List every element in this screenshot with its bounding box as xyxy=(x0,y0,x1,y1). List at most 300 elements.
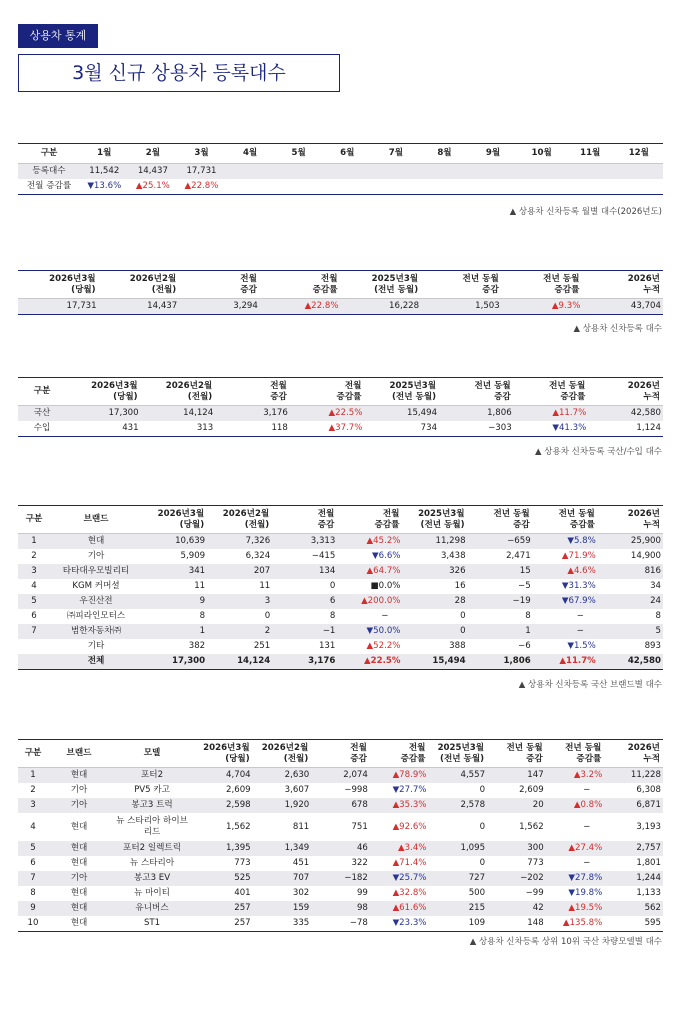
rate-cell: ▲71.4% xyxy=(392,858,427,868)
value-cell: 5,909 xyxy=(180,551,206,561)
domestic-import-table xyxy=(18,377,663,437)
value-cell: 8 xyxy=(199,611,206,621)
label-cell: 국산 xyxy=(18,406,66,422)
label-cell: 3 xyxy=(18,564,50,579)
table-row xyxy=(18,594,663,609)
value-cell: 17,731 xyxy=(18,299,99,315)
value-cell: 2,757 xyxy=(604,841,663,856)
header-line: 2026년3월 xyxy=(203,742,250,753)
header-line: 증감 xyxy=(317,519,335,530)
value-cell xyxy=(615,164,664,180)
column-header: 모델 xyxy=(143,748,161,758)
value-cell: 1,801 xyxy=(636,858,661,868)
column-header xyxy=(215,378,290,406)
value-cell: −99 xyxy=(525,888,544,898)
header-line: 증감 xyxy=(240,284,257,295)
label-cell: 수입 xyxy=(33,423,51,433)
rate-cell: ▼1.5% xyxy=(567,641,596,651)
header-line: 증감 xyxy=(270,391,287,402)
value-cell: 17,731 xyxy=(177,164,226,180)
header-line: 2026년3월 xyxy=(49,273,96,284)
column-header xyxy=(99,271,180,299)
rate-cell: ▲35.3% xyxy=(370,798,429,813)
header-line: 증감률 xyxy=(400,753,426,764)
value-cell: 15,494 xyxy=(364,406,439,422)
rate-cell xyxy=(323,179,372,195)
value-cell: 1,395 xyxy=(194,841,253,856)
value-cell: 525 xyxy=(194,871,253,886)
value-cell: 1,806 xyxy=(439,406,514,422)
header-line: 2026년2월 xyxy=(165,380,213,391)
row-label: 전월 증감률 xyxy=(26,181,72,191)
label-cell: 1 xyxy=(18,768,48,784)
rate-cell: ▲78.9% xyxy=(370,768,429,784)
value-cell: 11,298 xyxy=(402,534,467,550)
value-cell: 11 xyxy=(194,581,206,591)
label-cell: 현대 xyxy=(48,841,110,856)
label-cell: 포터2 일렉트릭 xyxy=(110,841,194,856)
value-cell: 562 xyxy=(604,901,663,916)
table-row xyxy=(18,549,663,564)
header-month: 5월 xyxy=(291,148,306,158)
header-line: 누적 xyxy=(643,284,660,295)
value-cell: 2,630 xyxy=(253,768,312,784)
rate-cell: ▲0.8% xyxy=(546,798,605,813)
table-row xyxy=(18,798,663,813)
header-line: 2025년3월 xyxy=(371,273,419,284)
header-line: 증감률 xyxy=(569,519,595,530)
value-cell: 893 xyxy=(644,641,661,651)
value-cell: 98 xyxy=(311,901,370,916)
value-cell: 207 xyxy=(207,564,272,579)
header-line: (당월) xyxy=(225,753,250,764)
label-cell: 뉴 스타리아 하이브리드 xyxy=(116,816,188,837)
column-header xyxy=(439,378,514,406)
header-line: 전년 동월 xyxy=(558,508,595,519)
label-cell: 현대 xyxy=(48,901,110,916)
value-cell xyxy=(420,164,469,180)
header-line: (전년 동월) xyxy=(440,753,485,764)
value-cell: 2,074 xyxy=(311,768,370,784)
value-cell: 7,326 xyxy=(207,534,272,550)
value-cell: −5 xyxy=(518,581,531,591)
rate-cell: ▲22.8% xyxy=(260,299,341,315)
value-cell: 751 xyxy=(351,821,368,832)
value-cell: 118 xyxy=(271,423,288,433)
label-cell xyxy=(18,639,50,654)
value-cell: 388 xyxy=(449,641,466,651)
value-cell: 0 xyxy=(479,785,486,795)
header-line: (전년 동월) xyxy=(392,391,437,402)
rate-cell: ▲22.5% xyxy=(337,654,402,670)
rate-cell: ▼25.7% xyxy=(370,871,429,886)
rate-cell: ▼27.8% xyxy=(546,871,605,886)
rate-cell: ▲11.7% xyxy=(533,654,598,670)
header-line: 전년 동월 xyxy=(506,742,543,753)
rate-cell: ▲45.2% xyxy=(337,534,402,550)
value-cell: 17,300 xyxy=(142,654,207,670)
label-cell: 7 xyxy=(18,871,48,886)
value-cell: 6,871 xyxy=(604,798,663,813)
value-cell: 3,193 xyxy=(636,821,661,832)
value-cell: 302 xyxy=(292,888,310,898)
header-line: 전월 xyxy=(382,508,400,519)
header-line: 2025년3월 xyxy=(389,380,437,391)
value-cell: 2,609 xyxy=(519,785,544,795)
table-row xyxy=(18,916,663,932)
column-header xyxy=(582,271,663,299)
table-row xyxy=(18,179,663,195)
rate-cell xyxy=(420,179,469,195)
label-cell: 6 xyxy=(30,858,36,868)
header-line: 2026년2월 xyxy=(222,508,270,519)
value-cell: 8 xyxy=(655,611,661,621)
value-cell: 811 xyxy=(292,821,310,832)
value-cell: 6,308 xyxy=(636,785,661,795)
value-cell: 148 xyxy=(527,918,544,928)
table-row xyxy=(18,783,663,798)
value-cell: 42,580 xyxy=(588,406,663,422)
value-cell: 147 xyxy=(487,768,546,784)
header-line: 누적 xyxy=(643,391,660,402)
table-row xyxy=(18,421,663,437)
value-cell: 773 xyxy=(527,858,544,868)
value-cell: 1 xyxy=(142,624,207,639)
rate-cell: ▼19.8% xyxy=(568,888,603,898)
value-cell: 16,228 xyxy=(341,299,422,315)
value-cell: 0 xyxy=(460,611,466,621)
value-cell: 0 xyxy=(479,821,486,832)
total-table-note: ▲ 상용차 신차등록 대수 xyxy=(573,324,662,334)
rate-cell: ▲135.8% xyxy=(562,918,603,928)
value-cell: 11,228 xyxy=(604,768,663,784)
column-header xyxy=(598,506,663,534)
value-cell: 1,349 xyxy=(253,841,312,856)
header-line: 전월 xyxy=(344,380,362,391)
value-cell: 46 xyxy=(311,841,370,856)
column-header xyxy=(428,740,487,768)
label-cell: 우진산전 xyxy=(50,594,142,609)
value-cell: 1,562 xyxy=(226,821,251,832)
value-cell xyxy=(469,164,518,180)
value-cell: 707 xyxy=(253,871,312,886)
top10-model-table xyxy=(18,739,663,932)
column-header xyxy=(487,740,546,768)
label-cell: 타타대우모빌리티 xyxy=(50,564,142,579)
value-cell: 8 xyxy=(525,611,531,621)
value-cell: 1 xyxy=(468,624,533,639)
rate-cell xyxy=(274,179,323,195)
column-header xyxy=(364,378,439,406)
header-line: (전월) xyxy=(283,753,309,764)
label-cell: 5 xyxy=(18,841,48,856)
label-cell: 기타 xyxy=(87,641,105,651)
header-line: 전년 동월 xyxy=(474,380,511,391)
column-header xyxy=(546,740,605,768)
monthly-registration-table xyxy=(18,143,663,195)
column-header xyxy=(290,378,365,406)
label-cell: 6 xyxy=(31,611,37,621)
label-cell: 4 xyxy=(30,821,36,832)
header-line: 증감률 xyxy=(560,391,586,402)
table-row xyxy=(18,768,663,784)
column-header xyxy=(141,378,216,406)
table-row xyxy=(18,639,663,654)
value-cell: 3 xyxy=(207,594,272,609)
header-line: (전월) xyxy=(151,284,177,295)
rate-cell: − xyxy=(583,858,591,868)
column-header xyxy=(253,740,312,768)
table-row xyxy=(18,654,663,670)
header-month: 1월 xyxy=(97,148,112,158)
value-cell: 3,176 xyxy=(215,406,290,422)
table-row xyxy=(18,901,663,916)
label-cell: 현대 xyxy=(48,768,110,784)
label-cell: 10 xyxy=(27,918,39,928)
header-month: 4월 xyxy=(242,148,258,158)
value-cell: 4,557 xyxy=(428,768,487,784)
label-cell: 현대 xyxy=(70,918,88,928)
label-cell: KGM 커머셜 xyxy=(72,581,120,591)
value-cell: 0 xyxy=(479,858,486,868)
header-line: 증감률 xyxy=(576,753,602,764)
value-cell: −303 xyxy=(488,423,512,433)
table-row xyxy=(18,164,663,180)
value-cell: 816 xyxy=(598,564,663,579)
column-header: 구분 xyxy=(25,514,43,524)
value-cell: 14,124 xyxy=(141,406,216,422)
header-line: 증감률 xyxy=(336,391,362,402)
value-cell: 382 xyxy=(188,641,206,651)
value-cell: 14,437 xyxy=(99,299,180,315)
table-row xyxy=(18,406,663,422)
column-header xyxy=(194,740,253,768)
rate-cell: ▼5.8% xyxy=(533,534,598,550)
header-line: (전년 동월) xyxy=(374,284,419,295)
header-month: 9월 xyxy=(485,148,501,158)
value-cell: 10,639 xyxy=(142,534,207,550)
table-row xyxy=(18,609,663,624)
value-cell: −415 xyxy=(311,551,336,561)
value-cell: 24 xyxy=(598,594,663,609)
value-cell: 2,609 xyxy=(226,785,251,795)
value-cell: 14,900 xyxy=(630,551,661,561)
table-row xyxy=(18,841,663,856)
column-header: 브랜드 xyxy=(83,514,109,524)
rate-cell: ▲71.9% xyxy=(561,551,596,561)
column-header xyxy=(514,378,589,406)
label-cell: ST1 xyxy=(143,918,161,928)
column-header xyxy=(402,506,467,534)
column-header xyxy=(604,740,663,768)
header-line: 2026년2월 xyxy=(129,273,177,284)
header-line: 2026년 xyxy=(627,742,660,753)
rate-cell: ▲27.4% xyxy=(546,841,605,856)
value-cell xyxy=(517,164,566,180)
rate-cell: ▼27.7% xyxy=(392,785,427,795)
label-cell: 9 xyxy=(18,901,48,916)
header-month: 6월 xyxy=(340,148,355,158)
column-header xyxy=(66,378,141,406)
rate-cell: ▲11.7% xyxy=(514,406,589,422)
total-registration-table xyxy=(18,270,663,315)
value-cell: 11,542 xyxy=(80,164,129,180)
value-cell: 42,580 xyxy=(598,654,663,670)
rate-cell: ▼23.3% xyxy=(392,918,427,928)
value-cell: 595 xyxy=(644,918,661,928)
value-cell: −202 xyxy=(487,871,546,886)
value-cell xyxy=(566,164,615,180)
table-row xyxy=(18,856,663,871)
rate-cell xyxy=(566,179,615,195)
value-cell: −182 xyxy=(311,871,370,886)
rate-cell: ▼67.9% xyxy=(533,594,598,609)
header-month: 10월 xyxy=(531,148,552,158)
label-cell: 봉고3 트럭 xyxy=(110,798,194,813)
label-cell: 기아 xyxy=(48,798,110,813)
header-line: 전월 xyxy=(408,742,426,753)
header-line: 2026년3월 xyxy=(91,380,138,391)
header-line: (당월) xyxy=(179,519,205,530)
value-cell: 109 xyxy=(468,918,486,928)
header-line: (전월) xyxy=(187,391,213,402)
domestic-import-note: ▲ 상용차 신차등록 국산/수입 대수 xyxy=(535,447,662,457)
header-line: 증감 xyxy=(350,753,367,764)
header-line: 2026년 xyxy=(627,273,660,284)
label-cell: 기아 xyxy=(48,871,110,886)
label-cell: 5 xyxy=(18,594,50,609)
label-cell: 포터2 xyxy=(110,768,194,784)
value-cell: 4,704 xyxy=(194,768,253,784)
value-cell: −659 xyxy=(468,534,533,550)
value-cell: −6 xyxy=(518,641,531,651)
rate-cell: ▲200.0% xyxy=(337,594,402,609)
value-cell: 0 xyxy=(264,611,271,621)
column-header xyxy=(18,271,99,299)
label-cell: ㈜피라인모터스 xyxy=(66,611,126,621)
value-cell: 42 xyxy=(487,901,546,916)
value-cell: 99 xyxy=(356,888,368,898)
value-cell: −998 xyxy=(344,785,368,795)
column-header xyxy=(260,271,341,299)
value-cell: 2,598 xyxy=(194,798,253,813)
value-cell: 11 xyxy=(259,581,271,591)
header-month: 8월 xyxy=(437,148,452,158)
header-line: (전월) xyxy=(244,519,270,530)
value-cell: 313 xyxy=(196,423,214,433)
column-header xyxy=(370,740,429,768)
brand-table-note: ▲ 상용차 신차등록 국산 브랜드별 대수 xyxy=(518,680,662,690)
header-line: 2026년2월 xyxy=(261,742,309,753)
value-cell: 727 xyxy=(428,871,487,886)
value-cell: 0 xyxy=(402,624,467,639)
value-cell: 1,124 xyxy=(636,423,661,433)
rate-cell: ▲37.7% xyxy=(328,423,363,433)
label-cell: 기아 xyxy=(70,785,88,795)
value-cell: 2 xyxy=(207,624,272,639)
table-row xyxy=(18,564,663,579)
value-cell: 6,324 xyxy=(245,551,271,561)
header-month: 11월 xyxy=(580,148,601,158)
column-header xyxy=(533,506,598,534)
header-month: 2월 xyxy=(145,148,161,158)
header-line: 증감 xyxy=(526,753,543,764)
value-cell: 3,176 xyxy=(272,654,337,670)
value-cell: 322 xyxy=(351,858,368,868)
column-header xyxy=(588,378,663,406)
header-line: 증감 xyxy=(482,284,499,295)
table-row xyxy=(18,813,663,841)
rate-cell: ▲22.8% xyxy=(184,181,219,191)
value-cell: 14,124 xyxy=(207,654,272,670)
value-cell: 215 xyxy=(428,901,487,916)
header-line: 전년 동월 xyxy=(493,508,530,519)
table-row xyxy=(18,534,663,550)
rate-cell: ▲61.6% xyxy=(370,901,429,916)
value-cell: −19 xyxy=(468,594,533,609)
label-cell: 현대 xyxy=(50,534,142,550)
column-header xyxy=(179,271,260,299)
value-cell: 257 xyxy=(194,901,253,916)
header-line: 2025년3월 xyxy=(437,742,485,753)
label-cell: 2 xyxy=(31,551,37,561)
label-cell: 2 xyxy=(30,785,36,795)
label-cell: 현대 xyxy=(70,821,88,832)
label-cell: 현대 xyxy=(70,858,88,868)
rate-cell: − xyxy=(583,785,591,795)
header-line: 2026년3월 xyxy=(157,508,205,519)
table-row xyxy=(18,624,663,639)
value-cell: 451 xyxy=(292,858,310,868)
value-cell: 500 xyxy=(468,888,486,898)
rate-cell: ▲52.2% xyxy=(366,641,401,651)
header-line: 전년 동월 xyxy=(565,742,602,753)
label-cell: 1 xyxy=(18,534,50,550)
header-line: 전월 xyxy=(320,273,338,284)
column-header: 브랜드 xyxy=(66,748,92,758)
value-cell: 1,503 xyxy=(421,299,502,315)
header-line: 전년 동월 xyxy=(462,273,499,284)
value-cell: 25,900 xyxy=(598,534,663,550)
table-row xyxy=(18,299,663,315)
header-line: 증감률 xyxy=(374,519,400,530)
header-month: 12월 xyxy=(628,148,649,158)
rate-cell: ▼41.3% xyxy=(552,423,587,433)
rate-cell: ▼31.3% xyxy=(561,581,596,591)
value-cell: 326 xyxy=(402,564,467,579)
value-cell: 15,494 xyxy=(402,654,467,670)
header-line: 전년 동월 xyxy=(543,273,580,284)
value-cell: 2,471 xyxy=(506,551,531,561)
label-cell: 기아 xyxy=(87,551,105,561)
rate-cell: ▲4.6% xyxy=(533,564,598,579)
column-header xyxy=(421,271,502,299)
value-cell: 1,133 xyxy=(636,888,661,898)
monthly-table-note: ▲ 상용차 신차등록 월별 대수(2026년도) xyxy=(509,207,662,217)
value-cell: 3,438 xyxy=(440,551,466,561)
rate-cell xyxy=(226,179,275,195)
label-cell: 4 xyxy=(31,581,37,591)
rate-cell: ▲22.5% xyxy=(290,406,365,422)
column-header: 구분 xyxy=(24,748,42,758)
rate-cell: ▲32.8% xyxy=(392,888,427,898)
value-cell: 773 xyxy=(234,858,251,868)
rate-cell xyxy=(517,179,566,195)
value-cell: 300 xyxy=(487,841,546,856)
value-cell: 159 xyxy=(253,901,312,916)
rate-cell: − xyxy=(533,624,598,639)
header-line: 증감 xyxy=(494,391,511,402)
